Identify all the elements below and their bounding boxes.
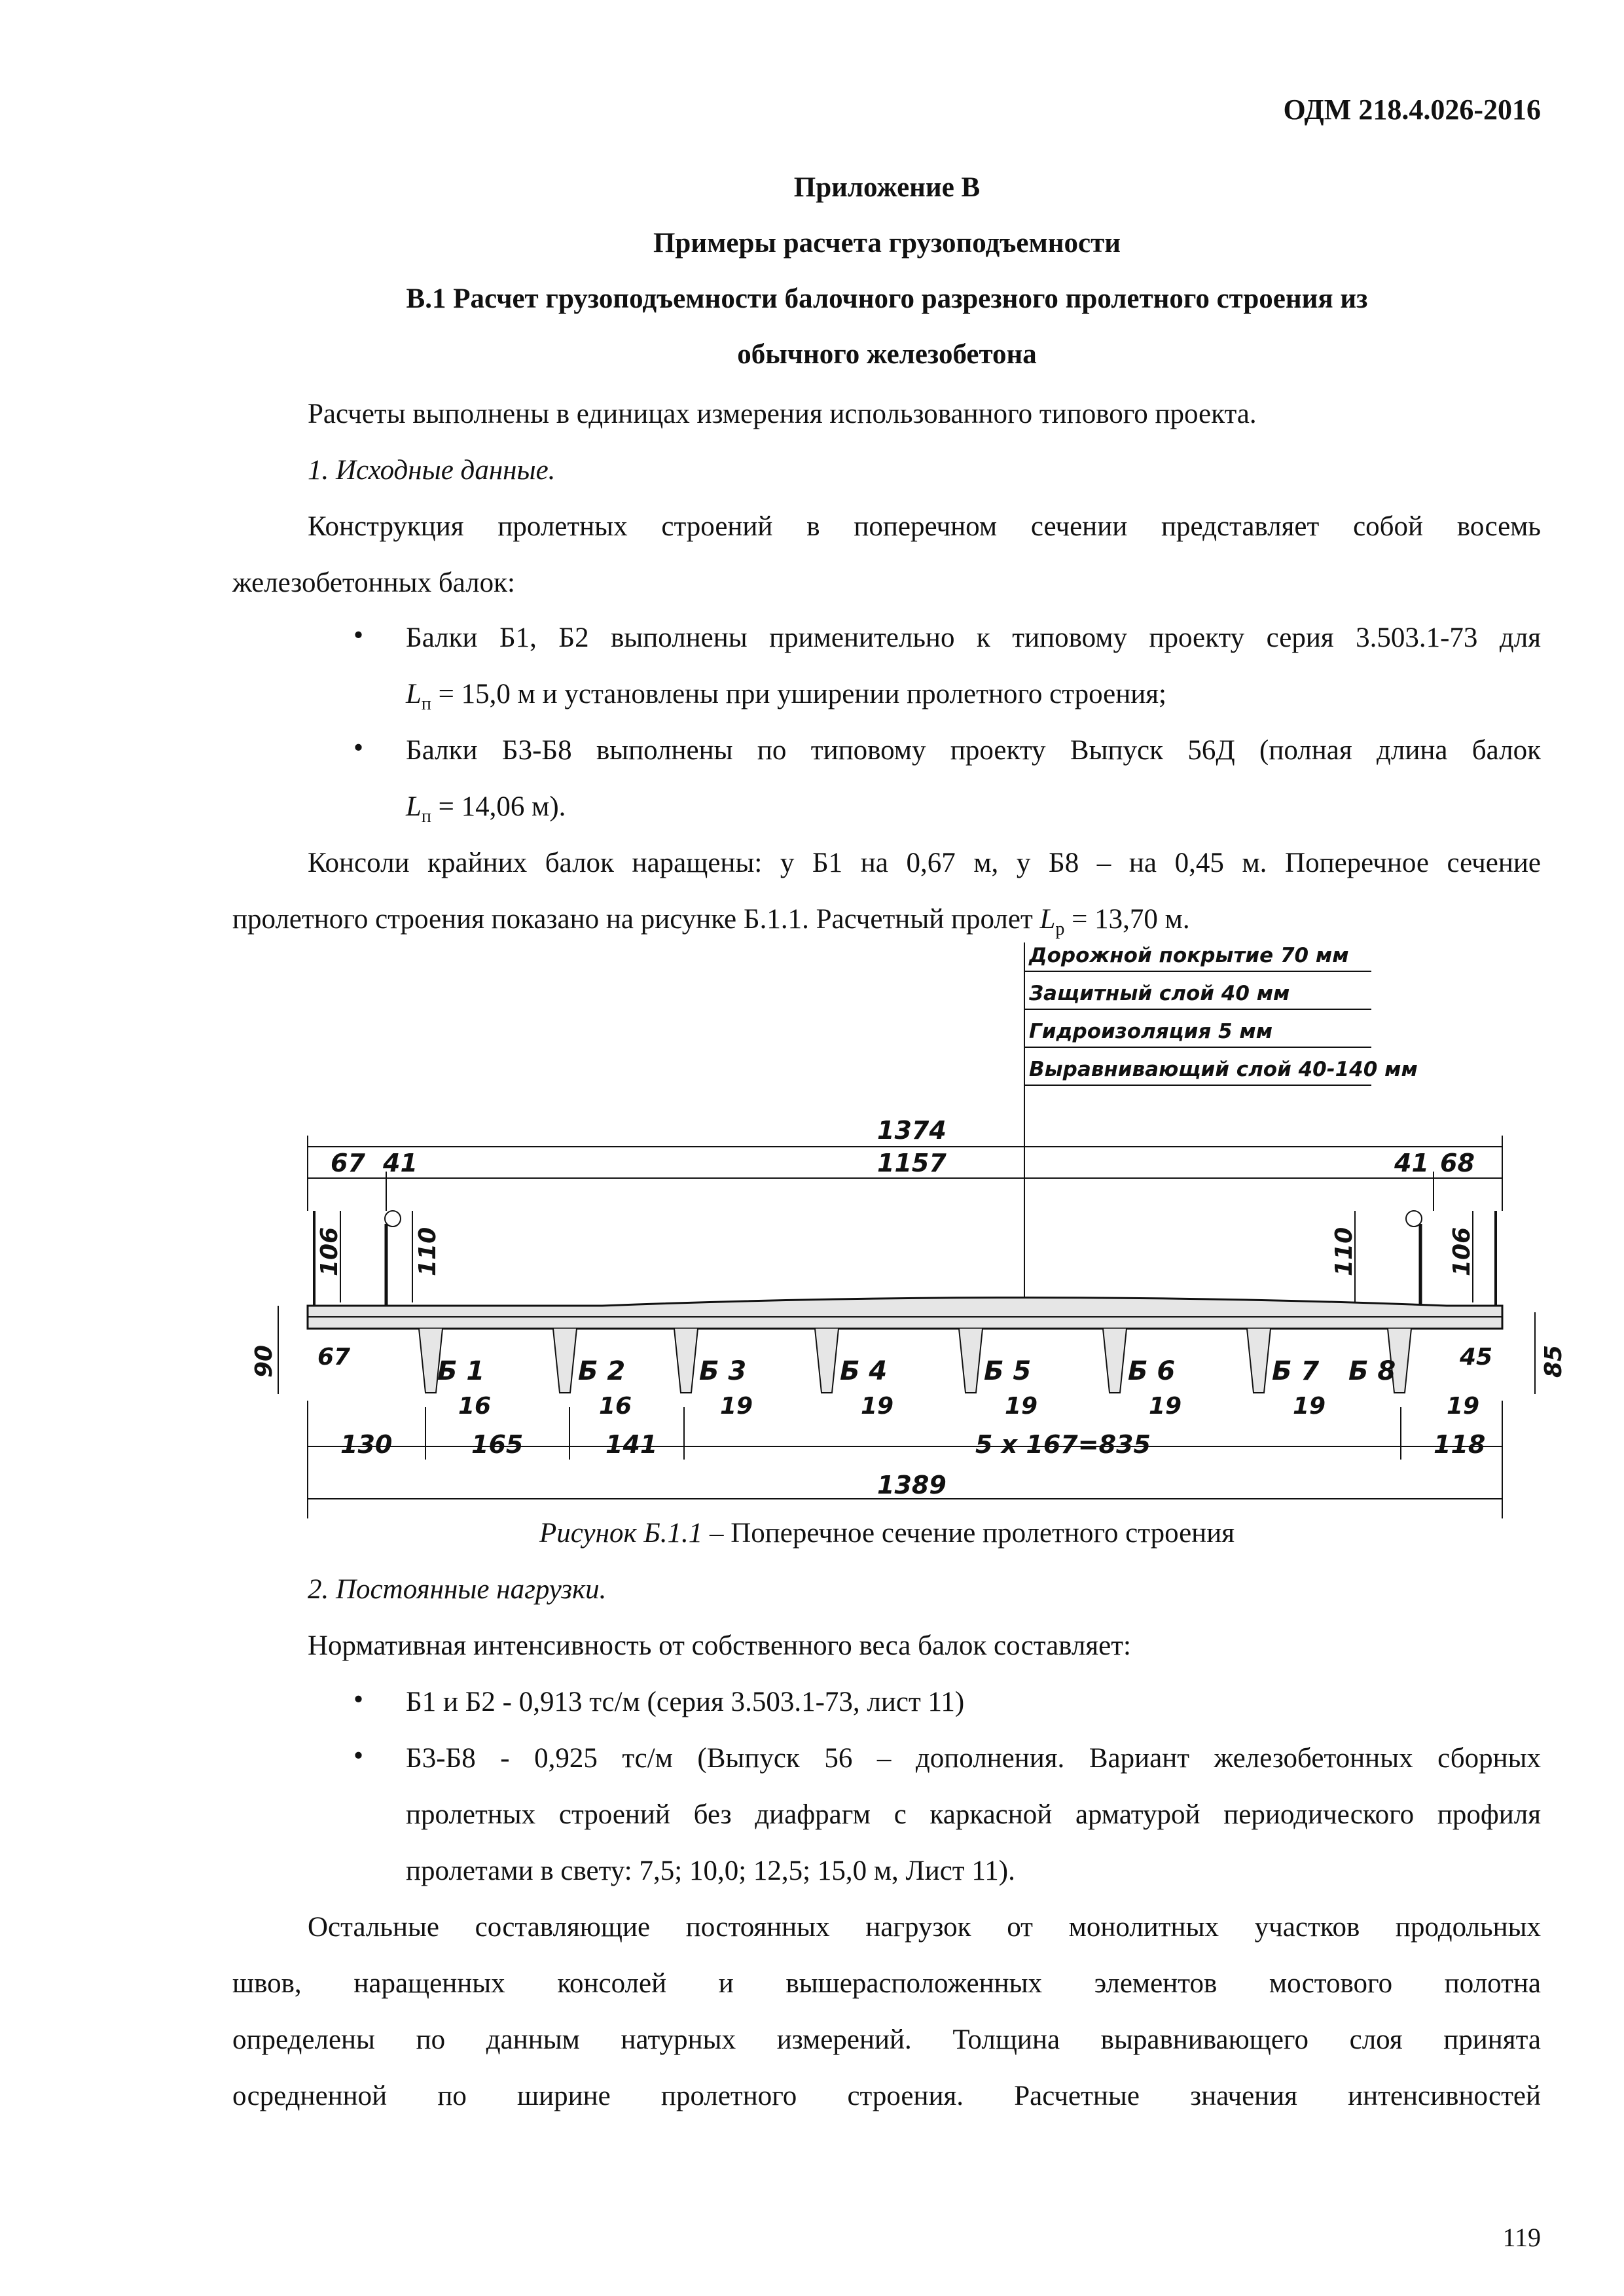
dimension-label: 19: [1149, 1393, 1182, 1420]
bullet-marker: •: [353, 732, 364, 763]
beam-label: Б 1: [437, 1356, 485, 1386]
bullet-marker: •: [353, 1740, 364, 1771]
subsection-title-line2: обычного железобетона: [737, 339, 1037, 370]
section-title: Примеры расчета грузоподъемности: [653, 228, 1121, 259]
para1-line1: Конструкция пролетных строений в поперечном сечении представляет собой восемь: [308, 511, 1541, 542]
dimension-label: 41: [1394, 1149, 1429, 1177]
document-code: ОДМ 218.4.026-2016: [1283, 94, 1541, 126]
dimension-label: 67: [331, 1149, 365, 1177]
symbol-sub: п: [421, 694, 431, 714]
caption-label: Рисунок Б.1.1: [539, 1518, 703, 1549]
bullet1-line1: Балки Б1, Б2 выполнены применительно к типовому проекту серия 3.503.1-73 для: [406, 622, 1541, 653]
item2-heading: 2. Постоянные нагрузки.: [308, 1574, 607, 1605]
beam-label: Б 7: [1272, 1356, 1320, 1386]
dimension-label: 1389: [877, 1471, 947, 1499]
dimension-label: 110: [1331, 1227, 1358, 1276]
dimension-label: 16: [599, 1393, 632, 1420]
beam-label: Б 6: [1128, 1356, 1176, 1386]
beam-label: Б 3: [699, 1356, 747, 1386]
layer-label: Защитный слой 40 мм: [1029, 982, 1290, 1005]
bullet-marker: •: [353, 620, 364, 651]
para4-line2: швов, наращенных консолей и вышерасположенных элементов мостового полотна: [232, 1968, 1541, 1999]
dimension-label: 19: [1293, 1393, 1326, 1420]
dimension-label: 130: [340, 1430, 393, 1459]
caption-text: – Поперечное сечение пролетного строения: [702, 1518, 1235, 1549]
dimension-label: 106: [316, 1227, 343, 1276]
dimension-label: 1374: [877, 1116, 947, 1145]
dimension-label: 16: [458, 1393, 492, 1420]
para3: Нормативная интенсивность от собственного веса балок составляет:: [308, 1630, 1131, 1661]
symbol-L: L: [406, 679, 422, 709]
beam-label: Б 4: [840, 1356, 888, 1386]
layer-label: Выравнивающий слой 40-140 мм: [1029, 1058, 1418, 1081]
bullet4-line3: пролетами в свету: 7,5; 10,0; 12,5; 15,0 м, Лист 11).: [406, 1856, 1015, 1886]
dimension-label: 41: [383, 1149, 418, 1177]
beam-label: Б 8: [1348, 1356, 1396, 1386]
beam-label: Б 5: [984, 1356, 1032, 1386]
dimension-label: 141: [605, 1430, 658, 1459]
bullet-marker: •: [353, 1684, 364, 1715]
bullet2-text: = 14,06 м).: [431, 791, 566, 822]
dimension-label: 68: [1440, 1149, 1475, 1177]
dimension-label: 90: [251, 1344, 278, 1378]
symbol-sub: п: [421, 806, 431, 827]
appendix-title: Приложение В: [793, 172, 981, 203]
dimension-label: 67: [317, 1344, 351, 1371]
dimension-label: 19: [861, 1393, 894, 1420]
dimension-label: 106: [1449, 1227, 1475, 1276]
dimension-label: 110: [414, 1227, 441, 1276]
symbol-sub: р: [1055, 919, 1065, 939]
para1-line2: железобетонных балок:: [232, 567, 515, 598]
figure-caption: [232, 1517, 1542, 1549]
bullet4-line1: Б3-Б8 - 0,925 тс/м (Выпуск 56 – дополнения. Вариант железобетонных сборных: [406, 1743, 1541, 1774]
beam-label: Б 2: [578, 1356, 626, 1386]
para4-line4: осредненной по ширине пролетного строения. Расчетные значения интенсивностей: [232, 2081, 1541, 2111]
dimension-label: 85: [1540, 1344, 1567, 1378]
page-number: 119: [1502, 2223, 1541, 2252]
dimension-label: 118: [1434, 1430, 1486, 1459]
bullet4-line2: пролетных строений без диафрагм с каркасной арматурой периодического профиля: [406, 1799, 1541, 1830]
dimension-label: 1157: [877, 1149, 947, 1177]
para4-line3: определены по данным натурных измерений. Толщина выравнивающего слоя принята: [232, 2024, 1541, 2055]
subsection-title-line1: В.1 Расчет грузоподъемности балочного разрезного пролетного строения из: [406, 283, 1368, 314]
para2-text-a: пролетного строения показано на рисунке Б.1.1. Расчетный пролет: [232, 904, 1040, 935]
para4-line1: Остальные составляющие постоянных нагрузок от монолитных участков продольных: [308, 1912, 1541, 1943]
dimension-label: 5 x 167=835: [975, 1430, 1151, 1459]
layer-label: Дорожной покрытие 70 мм: [1029, 944, 1349, 967]
dimension-label: 165: [471, 1430, 524, 1459]
item1-heading: 1. Исходные данные.: [308, 455, 556, 486]
bullet3: Б1 и Б2 - 0,913 тс/м (серия 3.503.1-73, лист 11): [406, 1687, 965, 1717]
symbol-L: L: [406, 791, 422, 822]
dimension-label: 19: [1447, 1393, 1480, 1420]
dimension-label: 45: [1460, 1344, 1493, 1371]
bullet2-line1: Балки Б3-Б8 выполнены по типовому проекту Выпуск 56Д (полная длина балок: [406, 735, 1541, 766]
layer-label: Гидроизоляция 5 мм: [1029, 1020, 1273, 1043]
intro-paragraph: Расчеты выполнены в единицах измерения использованного типового проекта.: [308, 399, 1257, 429]
para2-text-b: = 13,70 м.: [1064, 904, 1190, 935]
dimension-label: 19: [720, 1393, 753, 1420]
bullet1-text: = 15,0 м и установлены при уширении пролетного строения;: [431, 679, 1166, 709]
dimension-label: 19: [1005, 1393, 1038, 1420]
para2-line1: Консоли крайних балок наращены: у Б1 на 0,67 м, у Б8 – на 0,45 м. Поперечное сечение: [308, 848, 1541, 878]
symbol-L: L: [1039, 904, 1056, 935]
